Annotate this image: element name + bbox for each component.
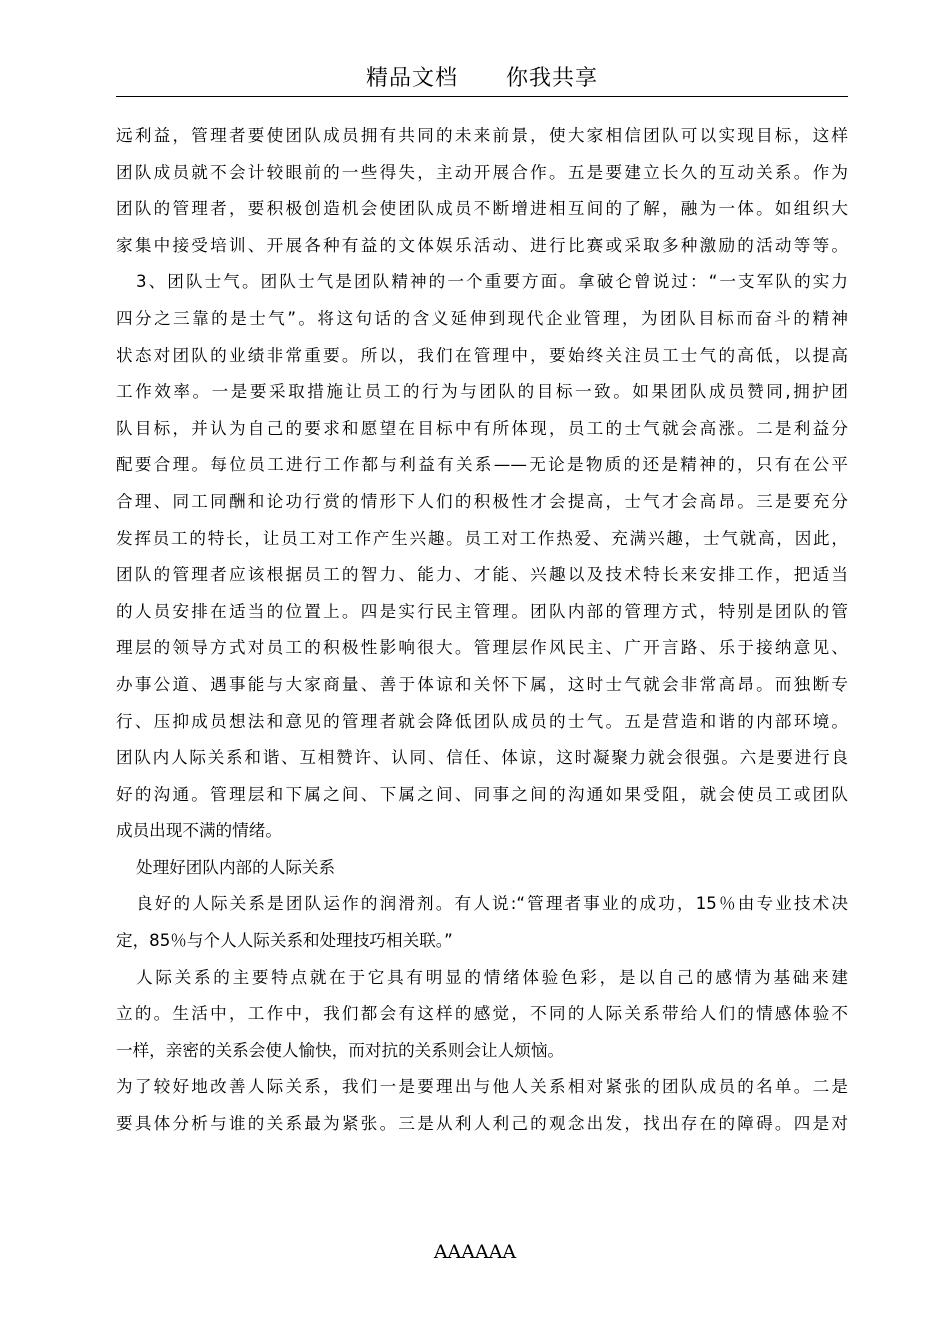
text-line: 立的。生活中，工作中，我们都会有这样的感觉，不同的人际关系带给人们的情感体验不 xyxy=(116,1004,848,1024)
header-title-left: 精品文档 xyxy=(365,66,458,91)
text-line: 的人员安排在适当的位置上。四是实行民主管理。团队内部的管理方式，特别是团队的管 xyxy=(116,601,848,621)
text-line: 配要合理。每位员工进行工作都与利益有关系——无论是物质的还是精神的，只有在公平 xyxy=(116,455,848,475)
text-line: 良好的人际关系是团队运作的润滑剂。有人说:“管理者事业的成功，15％由专业技术决 xyxy=(136,894,848,914)
text-line: 定，85％与个人人际关系和处理技巧相关联。” xyxy=(116,931,453,951)
text-line: 理层的领导方式对员工的积极性影响很大。管理层作风民主、广开言路、乐于接纳意见、 xyxy=(116,638,848,658)
text-line: 成员出现不满的情绪。 xyxy=(116,821,282,841)
text-line: 状态对团队的业绩非常重要。所以，我们在管理中，要始终关注员工士气的高低，以提高 xyxy=(116,345,848,365)
text-line: 3、团队士气。团队士气是团队精神的一个重要方面。拿破仑曾说过：“一支军队的实力 xyxy=(136,272,848,292)
text-line: 远利益，管理者要使团队成员拥有共同的未来前景，使大家相信团队可以实现目标，这样 xyxy=(116,126,848,145)
text-line: 团队的管理者应该根据员工的智力、能力、才能、兴趣以及技术特长来安排工作，把适当 xyxy=(116,565,848,585)
page-footer: AAAAAA xyxy=(433,1241,517,1263)
text-line: 好的沟通。管理层和下属之间、下属之间、同事之间的沟通如果受阻，就会使员工或团队 xyxy=(116,784,848,804)
text-line: 一样，亲密的关系会使人愉快，而对抗的关系则会让人烦恼。 xyxy=(116,1040,565,1060)
text-line: 合理、同工同酬和论功行赏的情形下人们的积极性才会提高，士气才会高昂。三是要充分 xyxy=(116,491,848,511)
text-line: 为了较好地改善人际关系，我们一是要理出与他人关系相对紧张的团队成员的名单。二是 xyxy=(116,1077,848,1097)
text-line: 要具体分析与谁的关系最为紧张。三是从利人利己的观念出发，找出存在的障碍。四是对 xyxy=(116,1114,848,1134)
text-line: 处理好团队内部的人际关系 xyxy=(136,857,336,877)
text-line: 办事公道、遇事能与大家商量、善于体谅和关怀下属，这时士气就会非常高昂。而独断专 xyxy=(116,674,848,694)
text-line: 人际关系的主要特点就在于它具有明显的情绪体验色彩，是以自己的感情为基础来建 xyxy=(136,967,848,987)
text-line: 家集中接受培训、开展各种有益的文体娱乐活动、进行比赛或采取多种激励的活动等等。 xyxy=(116,235,848,255)
text-line: 发挥员工的特长，让员工对工作产生兴趣。员工对工作热爱、充满兴趣，士气就高，因此， xyxy=(116,528,848,548)
page-header xyxy=(116,62,848,96)
text-line: 团队成员就不会计较眼前的一些得失，主动开展合作。五是要建立长久的互动关系。作为 xyxy=(116,162,848,182)
text-line: 团队的管理者，要积极创造机会使团队成员不断增进相互间的了解，融为一体。如组织大 xyxy=(116,199,848,219)
text-line: 行、压抑成员想法和意见的管理者就会降低团队成员的士气。五是营造和谐的内部环境。 xyxy=(116,711,848,731)
text-line: 团队内人际关系和谐、互相赞许、认同、信任、体谅，这时凝聚力就会很强。六是要进行良 xyxy=(116,748,848,768)
header-rule xyxy=(116,96,848,97)
document-body xyxy=(116,118,848,1143)
text-line: 工作效率。一是要采取措施让员工的行为与团队的目标一致。如果团队成员赞同,拥护团 xyxy=(116,382,848,402)
header-title-right: 你我共享 xyxy=(506,66,599,91)
text-line: 四分之三靠的是士气”。将这句话的含义延伸到现代企业管理，为团队目标而奋斗的精神 xyxy=(116,308,848,328)
text-line: 队目标，并认为自己的要求和愿望在目标中有所体现，员工的士气就会高涨。二是利益分 xyxy=(116,418,848,438)
